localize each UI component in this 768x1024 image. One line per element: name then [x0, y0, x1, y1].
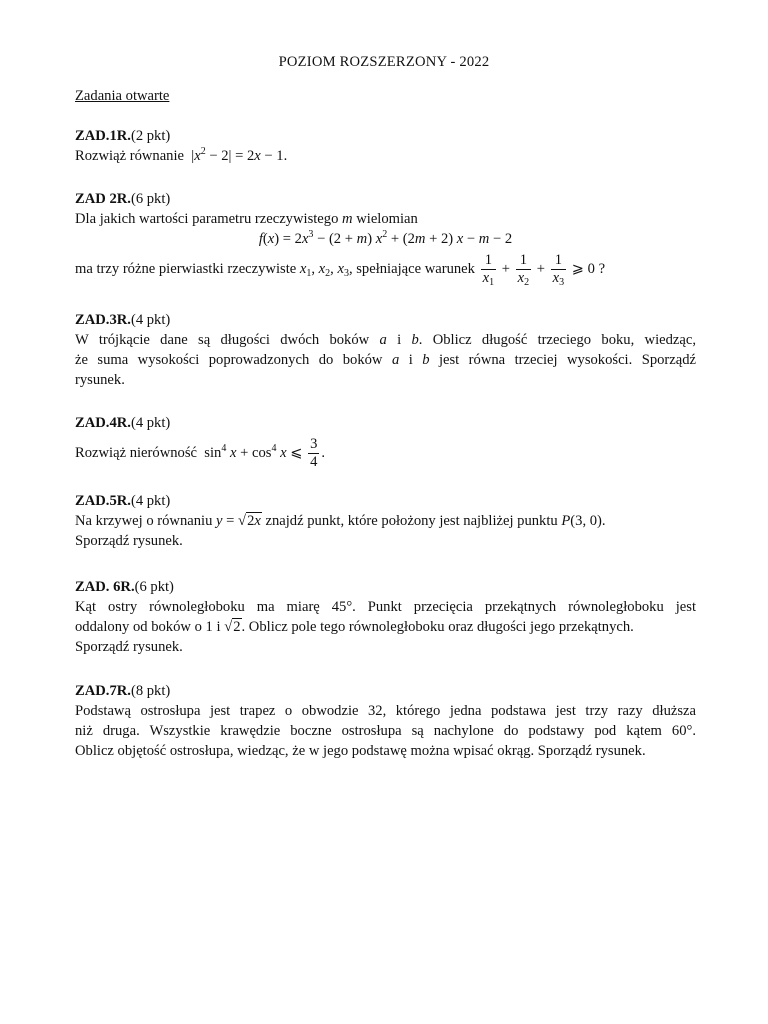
task-text-line: że suma wysokości poprowadzonych do boków a i b jest równa trzeciej wysokości. Sporządź [75, 352, 697, 368]
task-label: ZAD 2R. [75, 191, 131, 207]
task-text-line: niż druga. Wszystkie krawędzie boczne ostrosłupa są nachylone do podstawy pod kątem 60°. [75, 723, 696, 739]
task-label: ZAD.5R. [75, 493, 131, 509]
task-text: Dla jakich wartości parametru rzeczywistego m wielomian [75, 211, 418, 227]
task-2 [75, 189, 696, 289]
fraction: $\frac{3}{4}$ [310, 436, 318, 471]
task-4 [75, 413, 696, 473]
task-text-line: Kąt ostry równoległoboku ma miarę 45°. Punkt przecięcia przekątnych równoległoboku jest [75, 599, 696, 615]
task-header [75, 681, 696, 701]
task-text: ma trzy różne pierwiastki rzeczywiste $x_1$, $x_2$, $x_3$, spełniające warunek $\frac{1}{x_1}$ + $\frac{1}{x_2}$ + $\frac{1}{x_3}$ ⩾ 0 ? [75, 252, 606, 289]
task-points: (4 pkt) [130, 493, 171, 509]
task-text-line: rysunek. [75, 372, 125, 388]
task-points: (8 pkt) [130, 683, 171, 699]
task-3 [75, 310, 696, 390]
task-label: ZAD.3R. [75, 312, 131, 328]
task-label: ZAD.1R. [75, 128, 131, 144]
task-7 [75, 681, 696, 761]
task-text-line: Oblicz objętość ostrosłupa, wiedząc, że w jego podstawę można wpisać okrąg. Sporządź rysunek. [75, 743, 646, 759]
task-header [75, 310, 696, 330]
task-text-line: oddalony od boków o 1 i √2. Oblicz pole tego równoległoboku oraz długości jego przekątnych. [75, 619, 634, 635]
task-text: Rozwiąż nierówność $\sin^4 x + \cos^4 x$ ⩽ $\frac{3}{4}$ . [75, 436, 326, 471]
task-label: ZAD. 6R. [75, 579, 135, 595]
task-text-line: Podstawą ostrosłupa jest trapez o obwodzie 32, którego jedna podstawa jest trzy razy dłuższa [75, 703, 696, 719]
task-label: ZAD.4R. [75, 415, 131, 431]
task-points: (4 pkt) [130, 415, 171, 431]
task-text-line: W trójkącie dane są długości dwóch boków a i b. Oblicz długość trzeciego boku, wiedząc, [75, 332, 696, 348]
sqrt: √2x [238, 513, 261, 529]
task-text: Rozwiąż równanie $|x^2 - 2| = 2x - 1$. [75, 146, 288, 164]
fraction: $\frac{1}{x_3}$ [552, 252, 565, 289]
sqrt: √2 [224, 619, 241, 635]
task-header [75, 413, 696, 433]
task-text-line: Na krzywej o równaniu y = √2x znajdź punkt, które położony jest najbliżej punktu P(3, 0). [75, 513, 606, 529]
task-points: (6 pkt) [134, 579, 174, 595]
task-points: (2 pkt) [130, 128, 171, 144]
task-header [75, 126, 696, 146]
task-6 [75, 577, 696, 657]
task-points: (6 pkt) [130, 191, 171, 207]
fraction: $\frac{1}{x_1}$ [482, 252, 495, 289]
task-header [75, 577, 696, 597]
task-5 [75, 491, 696, 551]
task-header [75, 491, 696, 511]
fraction: $\frac{1}{x_2}$ [517, 252, 530, 289]
task-formula: $f(x) = 2x^3 - (2 + m) x^2 + (2m + 2) x - m - 2$ [258, 229, 513, 247]
task-label: ZAD.7R. [75, 683, 131, 699]
page-title: POZIOM ROZSZERZONY - 2022 [278, 54, 490, 70]
task-1 [75, 126, 696, 166]
task-text-line: Sporządź rysunek. [75, 533, 183, 549]
task-header [75, 189, 696, 209]
section-subtitle: Zadania otwarte [75, 88, 170, 104]
task-points: (4 pkt) [130, 312, 171, 328]
task-text-line: Sporządź rysunek. [75, 639, 183, 655]
